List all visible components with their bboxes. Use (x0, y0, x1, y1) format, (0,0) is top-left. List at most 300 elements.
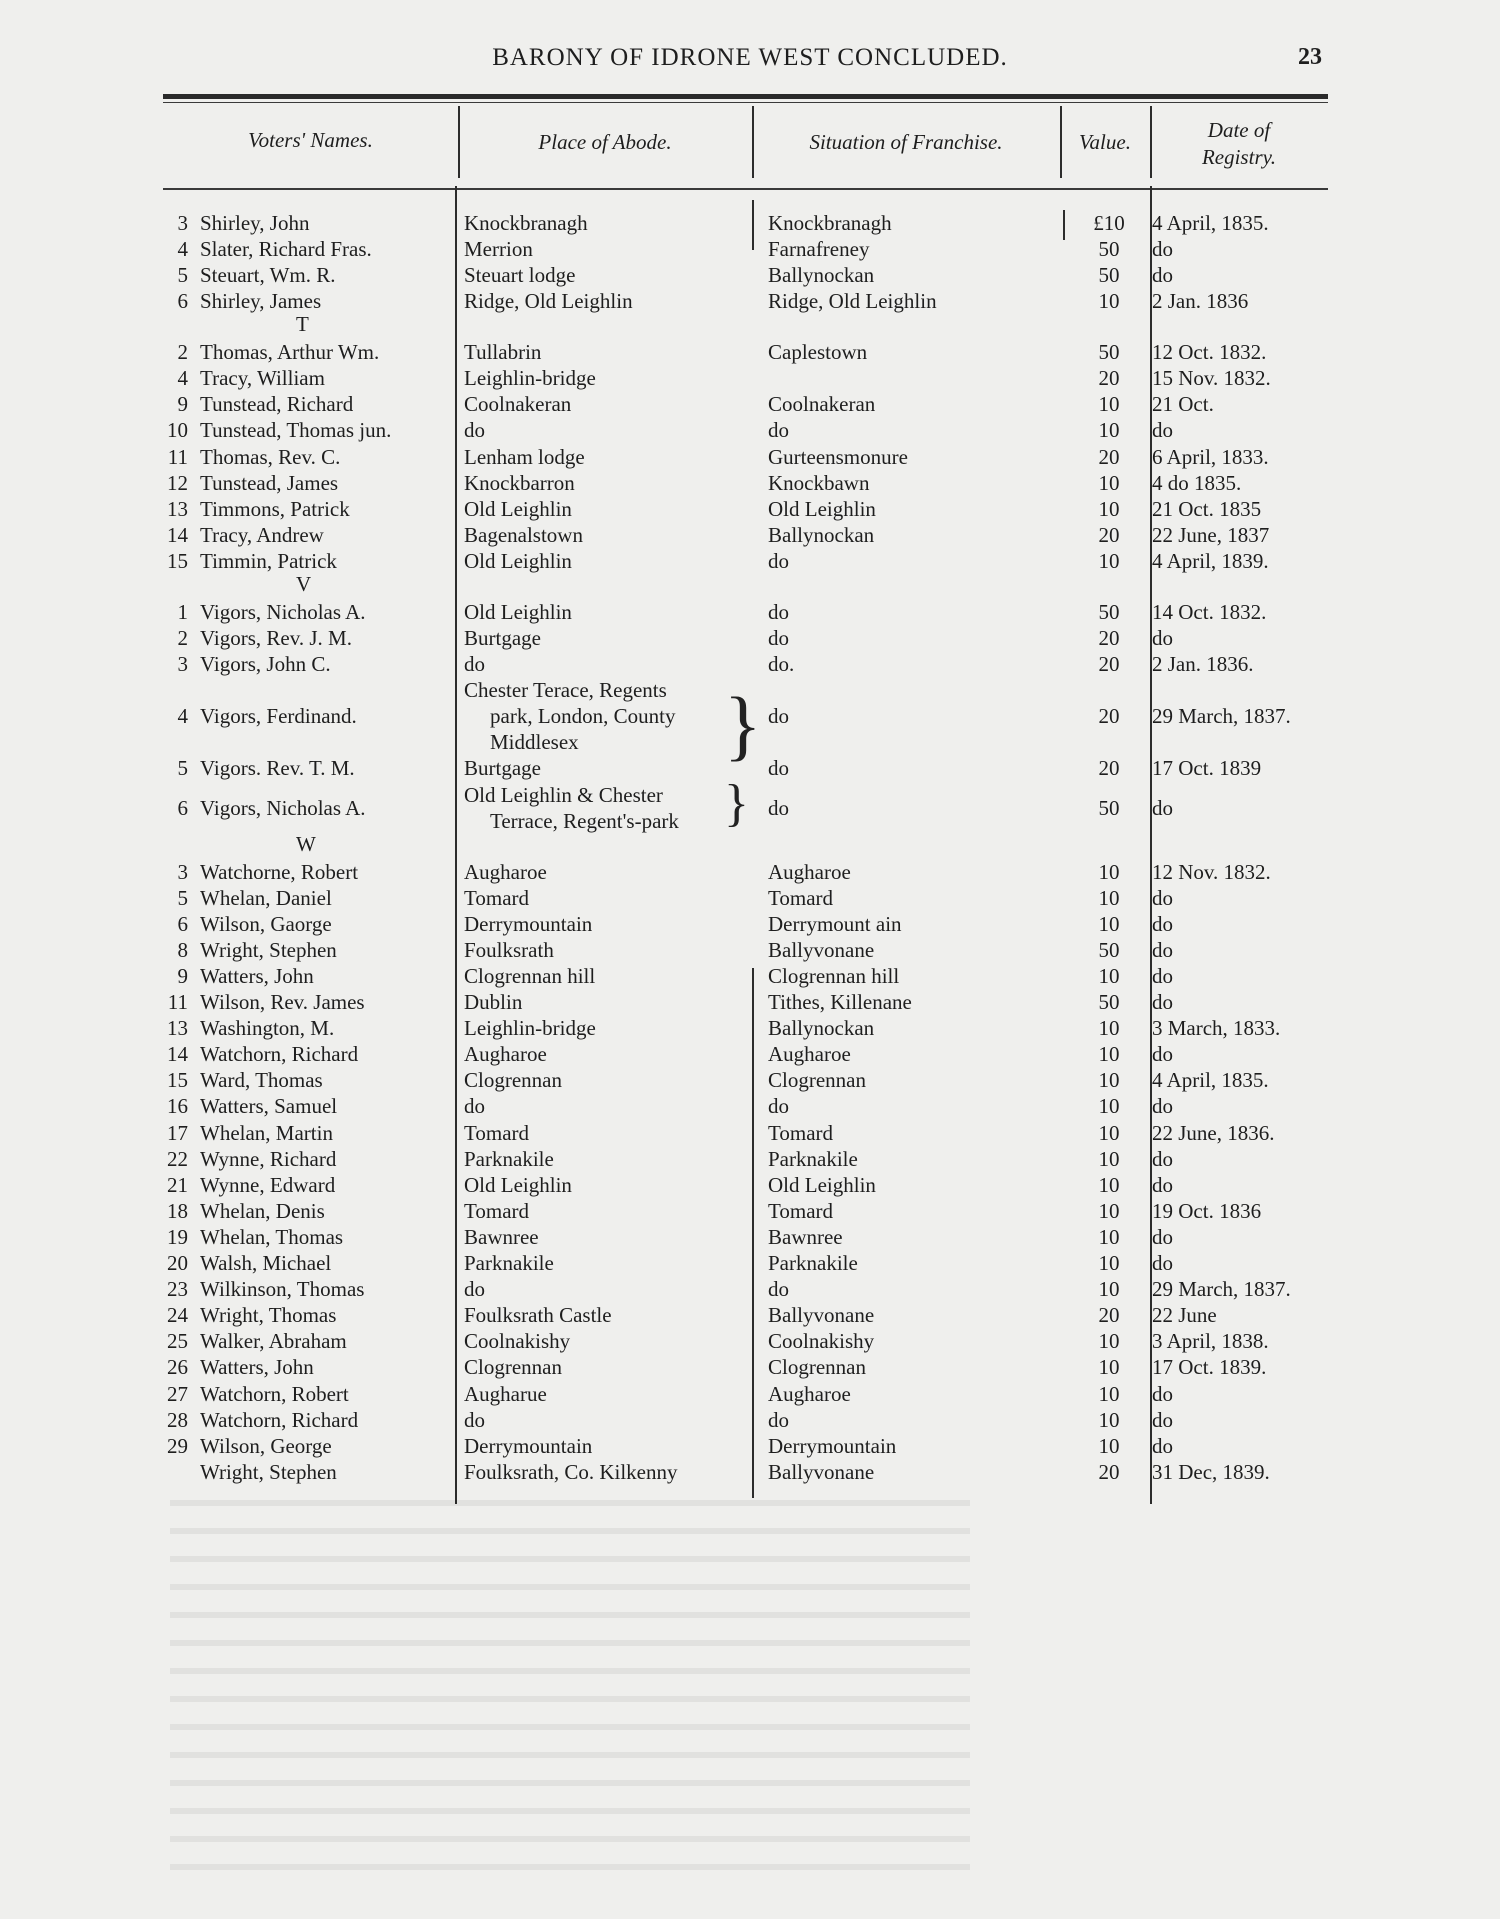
registry-date: 2 Jan. 1836. (1152, 652, 1254, 677)
franchise-situation: Tithes, Killenane (768, 990, 912, 1015)
table-row (0, 391, 1500, 417)
registry-date: do (1152, 1172, 1173, 1197)
registry-date: 19 Oct. 1836 (1152, 1198, 1262, 1223)
franchise-value: 10 (1098, 392, 1120, 417)
voter-name: Walsh, Michael (200, 1251, 332, 1276)
franchise-value: 10 (1098, 418, 1120, 443)
table-row (0, 288, 1500, 314)
place-of-abode: do (464, 1277, 485, 1302)
header-date-of-registry (1150, 117, 1328, 171)
franchise-value: 10 (1098, 1146, 1120, 1171)
franchise-situation: do (768, 625, 789, 650)
place-of-abode: Merrion (464, 237, 533, 262)
franchise-situation: do. (768, 652, 795, 677)
registry-date: 12 Oct. 1832. (1152, 340, 1267, 365)
registry-date: 21 Oct. (1152, 392, 1214, 417)
voter-number: 14 (167, 1042, 188, 1067)
table-row (0, 1224, 1500, 1250)
voter-number: 15 (167, 548, 188, 573)
table-row (0, 210, 1500, 236)
registry-date: do (1152, 1433, 1173, 1458)
registry-date: do (1152, 1381, 1173, 1406)
place-of-abode: Clogrennan hill (464, 963, 596, 988)
table-row (0, 236, 1500, 262)
place-of-abode: Bawnree (464, 1224, 539, 1249)
registry-date: do (1152, 885, 1173, 910)
header-top-thin-rule (163, 102, 1328, 103)
registry-date: 15 Nov. 1832. (1152, 366, 1271, 391)
voter-name: Shirley, John (200, 211, 310, 235)
table-row (0, 365, 1500, 391)
franchise-value: 10 (1098, 1277, 1120, 1302)
table-row (0, 963, 1500, 989)
franchise-situation: Ballyvonane (768, 937, 875, 962)
franchise-situation: Ballyvonane (768, 1303, 875, 1328)
franchise-value: 10 (1098, 1381, 1120, 1406)
place-of-abode: Clogrennan (464, 1355, 562, 1380)
voter-name: Timmons, Patrick (200, 496, 350, 521)
franchise-value: 20 (1098, 1459, 1120, 1484)
registry-date: do (1152, 1094, 1173, 1119)
place-of-abode: Augharue (464, 1381, 547, 1406)
franchise-situation: Derrymount ain (768, 911, 902, 936)
franchise-value: 10 (1098, 1042, 1120, 1067)
voter-number: 12 (167, 470, 188, 495)
registry-date: 29 March, 1837. (1152, 1277, 1291, 1302)
voter-number: 8 (177, 937, 188, 962)
place-of-abode: Knockbranagh (464, 211, 588, 235)
place-of-abode: Tullabrin (464, 340, 542, 365)
table-row (0, 885, 1500, 911)
registry-date: do (1152, 795, 1173, 820)
table-row (0, 1381, 1500, 1407)
franchise-situation: Clogrennan hill (768, 963, 900, 988)
page-number: 23 (1298, 44, 1322, 70)
registry-date: 22 June, 1836. (1152, 1120, 1275, 1145)
place-of-abode-line: Terrace, Regent's-park (490, 808, 679, 833)
voter-number: 13 (167, 1016, 188, 1041)
voter-number: 14 (167, 522, 188, 547)
franchise-situation: Parknakile (768, 1146, 858, 1171)
registry-date: do (1152, 963, 1173, 988)
franchise-situation: Tomard (768, 885, 834, 910)
table-row (0, 1146, 1500, 1172)
voter-number: 21 (167, 1172, 188, 1197)
franchise-value: 10 (1098, 1433, 1120, 1458)
place-of-abode: Knockbarron (464, 470, 575, 495)
page-title: BARONY OF IDRONE WEST CONCLUDED. (492, 44, 1008, 71)
header-situation-of-franchise: Situation of Franchise. (809, 130, 1003, 154)
franchise-situation: Knockbranagh (768, 211, 892, 235)
registry-date: 14 Oct. 1832. (1152, 599, 1267, 624)
voter-number: 15 (167, 1068, 188, 1093)
voter-name: Vigors, Rev. J. M. (200, 625, 352, 650)
place-of-abode: Foulksrath, Co. Kilkenny (464, 1459, 678, 1484)
registry-date: 21 Oct. 1835 (1152, 496, 1262, 521)
place-of-abode: Old Leighlin (464, 599, 572, 624)
place-of-abode: Tomard (464, 1120, 530, 1145)
place-of-abode: Old Leighlin (464, 548, 572, 573)
voter-name: Vigors, John C. (200, 652, 331, 677)
registry-date: 4 do 1835. (1152, 470, 1242, 495)
voter-number: 16 (167, 1094, 188, 1119)
voter-number: 28 (167, 1407, 188, 1432)
franchise-situation: Clogrennan (768, 1068, 866, 1093)
voter-number: 10 (167, 418, 188, 443)
voter-name: Wilkinson, Thomas (200, 1277, 365, 1302)
place-of-abode: Coolnakeran (464, 392, 572, 417)
franchise-situation: Ballyvonane (768, 1459, 875, 1484)
franchise-situation: Coolnakeran (768, 392, 876, 417)
franchise-value: 10 (1098, 1172, 1120, 1197)
voter-number: 25 (167, 1329, 188, 1354)
franchise-situation: do (768, 548, 789, 573)
franchise-value: 10 (1098, 496, 1120, 521)
table-row (0, 1172, 1500, 1198)
franchise-value: 20 (1098, 444, 1120, 469)
voter-number: 11 (167, 444, 188, 469)
voter-name: Washington, M. (200, 1016, 335, 1041)
registry-date: 29 March, 1837. (1152, 704, 1291, 729)
table-row (0, 1302, 1500, 1328)
table-row (0, 1093, 1500, 1119)
franchise-situation: Coolnakishy (768, 1329, 875, 1354)
place-of-abode: Old Leighlin (464, 496, 572, 521)
registry-date: 22 June (1152, 1303, 1217, 1328)
table-row (0, 548, 1500, 574)
registry-date: 12 Nov. 1832. (1152, 859, 1271, 884)
place-of-abode: Coolnakishy (464, 1329, 571, 1354)
place-of-abode: Clogrennan (464, 1068, 562, 1093)
franchise-situation: Old Leighlin (768, 496, 876, 521)
voter-name: Wright, Stephen (200, 937, 337, 962)
registry-date: do (1152, 1146, 1173, 1171)
place-of-abode: Parknakile (464, 1251, 554, 1276)
registry-date: do (1152, 937, 1173, 962)
franchise-situation: Ballynockan (768, 522, 875, 547)
table-row (0, 1276, 1500, 1302)
place-of-abode: Derrymountain (464, 1433, 593, 1458)
voter-name: Whelan, Thomas (200, 1224, 344, 1249)
voter-number: 6 (177, 289, 188, 314)
franchise-situation: do (768, 1277, 789, 1302)
franchise-value: 10 (1098, 470, 1120, 495)
registry-date: do (1152, 911, 1173, 936)
registry-date: 17 Oct. 1839 (1152, 756, 1262, 781)
franchise-situation: Bawnree (768, 1224, 843, 1249)
franchise-situation: Gurteensmonure (768, 444, 908, 469)
franchise-situation: Augharoe (768, 859, 851, 884)
table-row (0, 1198, 1500, 1224)
voter-name: Wilson, Gaorge (200, 911, 332, 936)
franchise-situation: do (768, 756, 789, 781)
voter-number: 27 (167, 1381, 188, 1406)
header-value: Value. (1079, 130, 1131, 154)
franchise-situation: do (768, 599, 789, 624)
franchise-value: 10 (1098, 1094, 1120, 1119)
place-of-abode: Augharoe (464, 1042, 547, 1067)
place-of-abode: Lenham lodge (464, 444, 585, 469)
voter-name: Wynne, Edward (200, 1172, 336, 1197)
bleed-through-text (170, 1500, 970, 1880)
voter-name: Slater, Richard Fras. (200, 237, 372, 262)
franchise-value: 50 (1098, 237, 1120, 262)
franchise-situation: Ridge, Old Leighlin (768, 289, 937, 314)
voter-name: Steuart, Wm. R. (200, 263, 336, 288)
table-row (0, 1459, 1500, 1485)
voter-name: Ward, Thomas (200, 1068, 323, 1093)
voter-number: 4 (177, 237, 188, 262)
table-row (0, 1120, 1500, 1146)
table-row (0, 444, 1500, 470)
voter-name: Wright, Thomas (200, 1303, 337, 1328)
franchise-situation: do (768, 704, 789, 729)
table-row (0, 1041, 1500, 1067)
place-of-abode: Leighlin-bridge (464, 1016, 596, 1041)
table-row (0, 496, 1500, 522)
place-of-abode: Parknakile (464, 1146, 554, 1171)
franchise-value: 10 (1098, 1120, 1120, 1145)
franchise-value: 10 (1098, 1224, 1120, 1249)
franchise-situation: Caplestown (768, 340, 868, 365)
franchise-value: 20 (1098, 522, 1120, 547)
table-row (0, 470, 1500, 496)
voter-name: Shirley, James (200, 289, 322, 314)
voter-name: Timmin, Patrick (200, 548, 337, 573)
place-of-abode: Tomard (464, 885, 530, 910)
voter-name: Whelan, Martin (200, 1120, 333, 1145)
franchise-value: 50 (1098, 263, 1120, 288)
voter-number: 2 (177, 340, 188, 365)
registry-date: 4 April, 1835. (1152, 211, 1269, 235)
place-of-abode: Tomard (464, 1198, 530, 1223)
franchise-value: 10 (1098, 1251, 1120, 1276)
table-row (0, 755, 1500, 781)
table-row (0, 1328, 1500, 1354)
voter-number: 26 (167, 1355, 188, 1380)
table-row (0, 795, 1500, 821)
voter-name: Thomas, Rev. C. (200, 444, 341, 469)
voter-name: Walker, Abraham (200, 1329, 347, 1354)
franchise-value: 20 (1098, 756, 1120, 781)
voter-name: Tunstead, Richard (200, 392, 354, 417)
franchise-value: 50 (1098, 795, 1120, 820)
voter-number: 22 (167, 1146, 188, 1171)
place-of-abode-line: park, London, County (490, 704, 676, 729)
franchise-value: 50 (1098, 340, 1120, 365)
franchise-situation: do (768, 1407, 789, 1432)
place-of-abode: Foulksrath Castle (464, 1303, 612, 1328)
place-of-abode: do (464, 1407, 485, 1432)
voter-name: Watters, John (200, 1355, 314, 1380)
place-of-abode: Burtgage (464, 625, 541, 650)
voter-name: Watchorn, Richard (200, 1407, 359, 1432)
voter-name: Whelan, Daniel (200, 885, 332, 910)
registry-date: do (1152, 1042, 1173, 1067)
registry-date: do (1152, 990, 1173, 1015)
place-of-abode: do (464, 418, 485, 443)
registry-date: 6 April, 1833. (1152, 444, 1269, 469)
franchise-value: 10 (1098, 911, 1120, 936)
registry-date: do (1152, 1407, 1173, 1432)
place-of-abode-line: Chester Terace, Regents (464, 678, 667, 703)
franchise-situation: do (768, 418, 789, 443)
franchise-situation: Parknakile (768, 1251, 858, 1276)
table-row (0, 625, 1500, 651)
franchise-value: 20 (1098, 625, 1120, 650)
franchise-situation: Augharoe (768, 1042, 851, 1067)
table-row (0, 937, 1500, 963)
place-of-abode: Augharoe (464, 859, 547, 884)
franchise-value: 20 (1098, 704, 1120, 729)
header-date-line2: Registry. (1201, 145, 1277, 169)
place-of-abode: Foulksrath (464, 937, 554, 962)
voter-name: Watchorne, Robert (200, 859, 359, 884)
table-row (0, 1015, 1500, 1041)
table-row (0, 651, 1500, 677)
voter-name: Tunstead, Thomas jun. (200, 418, 392, 443)
voter-name: Tracy, Andrew (200, 522, 324, 547)
table-row (0, 1067, 1500, 1093)
voter-name: Vigors, Nicholas A. (200, 599, 366, 624)
voter-name: Watters, John (200, 963, 314, 988)
franchise-value: £10 (1093, 211, 1125, 235)
place-of-abode: Bagenalstown (464, 522, 583, 547)
table-row (0, 1250, 1500, 1276)
voter-number: 20 (167, 1251, 188, 1276)
table-row (0, 1407, 1500, 1433)
voter-number: 18 (167, 1198, 188, 1223)
franchise-value: 10 (1098, 1016, 1120, 1041)
table-row (0, 989, 1500, 1015)
voter-number: 13 (167, 496, 188, 521)
franchise-value: 10 (1098, 1068, 1120, 1093)
table-row (0, 911, 1500, 937)
registry-date: 4 April, 1839. (1152, 548, 1269, 573)
registry-date: do (1152, 625, 1173, 650)
voter-number: 5 (177, 885, 188, 910)
registry-date: 2 Jan. 1836 (1152, 289, 1249, 314)
voter-number: 9 (177, 963, 188, 988)
voter-name: Wright, Stephen (200, 1459, 337, 1484)
registry-date: do (1152, 1251, 1173, 1276)
voter-number: 3 (177, 211, 188, 235)
franchise-situation: Farnafreney (768, 237, 870, 262)
voter-number: 6 (177, 795, 188, 820)
voter-number: 4 (177, 366, 188, 391)
voter-name: Tunstead, James (200, 470, 339, 495)
franchise-value: 10 (1098, 548, 1120, 573)
franchise-situation: Derrymountain (768, 1433, 897, 1458)
voter-name: Vigors. Rev. T. M. (200, 756, 355, 781)
voter-name: Watters, Samuel (200, 1094, 338, 1119)
table-row (0, 522, 1500, 548)
voter-name: Tracy, William (200, 366, 325, 391)
registry-date: 31 Dec, 1839. (1152, 1459, 1270, 1484)
voter-number: 2 (177, 625, 188, 650)
franchise-situation: do (768, 1094, 789, 1119)
voter-name: Vigors, Nicholas A. (200, 795, 366, 820)
voter-number: 3 (177, 859, 188, 884)
header-top-rule (163, 94, 1328, 99)
voter-number: 6 (177, 911, 188, 936)
table-row (0, 599, 1500, 625)
franchise-situation: Tomard (768, 1120, 834, 1145)
section-letter: V (296, 572, 312, 597)
franchise-value: 10 (1098, 289, 1120, 314)
table-row (0, 859, 1500, 885)
voter-number: 5 (177, 263, 188, 288)
table-row (0, 1354, 1500, 1380)
header-date-line1: Date of (1207, 118, 1271, 142)
registry-date: 22 June, 1837 (1152, 522, 1270, 547)
registry-date: do (1152, 237, 1173, 262)
voter-number: 19 (167, 1224, 188, 1249)
voter-name: Whelan, Denis (200, 1198, 325, 1223)
table-row (0, 1433, 1500, 1459)
voter-number: 17 (167, 1120, 188, 1145)
header-place-of-abode: Place of Abode. (538, 130, 672, 154)
section-letter: W (296, 831, 316, 856)
voter-number: 23 (167, 1277, 188, 1302)
franchise-value: 10 (1098, 859, 1120, 884)
franchise-value: 50 (1098, 990, 1120, 1015)
place-of-abode: Dublin (464, 990, 523, 1015)
franchise-value: 20 (1098, 652, 1120, 677)
registry-date: do (1152, 263, 1173, 288)
brace-mark: } (724, 774, 749, 832)
voter-number: 1 (177, 599, 188, 624)
registry-date: 4 April, 1835. (1152, 1068, 1269, 1093)
place-of-abode: Burtgage (464, 756, 541, 781)
place-of-abode-line: Old Leighlin & Chester (464, 782, 663, 807)
franchise-value: 10 (1098, 1329, 1120, 1354)
voter-number: 4 (177, 704, 188, 729)
registry-date: 3 March, 1833. (1152, 1016, 1281, 1041)
franchise-situation: Ballynockan (768, 263, 875, 288)
place-of-abode-line: Middlesex (490, 730, 579, 755)
franchise-situation: Knockbawn (768, 470, 870, 495)
voter-name: Watchorn, Richard (200, 1042, 359, 1067)
header-voters-names: Voters' Names. (248, 128, 373, 152)
place-of-abode: do (464, 652, 485, 677)
section-letter: T (296, 312, 309, 337)
brace-mark: } (724, 681, 762, 769)
franchise-value: 50 (1098, 599, 1120, 624)
place-of-abode: do (464, 1094, 485, 1119)
franchise-value: 10 (1098, 885, 1120, 910)
voter-number: 3 (177, 652, 188, 677)
franchise-situation: Clogrennan (768, 1355, 866, 1380)
table-row (0, 262, 1500, 288)
franchise-value: 10 (1098, 963, 1120, 988)
voter-name: Watchorn, Robert (200, 1381, 349, 1406)
franchise-value: 10 (1098, 1198, 1120, 1223)
franchise-value: 10 (1098, 1407, 1120, 1432)
franchise-situation: Old Leighlin (768, 1172, 876, 1197)
franchise-situation: Augharoe (768, 1381, 851, 1406)
table-row (0, 339, 1500, 365)
voter-name: Vigors, Ferdinand. (200, 704, 357, 729)
header-bottom-rule (163, 188, 1328, 190)
voter-number: 24 (167, 1303, 188, 1328)
voter-number: 5 (177, 756, 188, 781)
voter-name: Wilson, George (200, 1433, 332, 1458)
voter-name: Thomas, Arthur Wm. (200, 340, 380, 365)
franchise-value: 50 (1098, 937, 1120, 962)
franchise-value: 20 (1098, 1303, 1120, 1328)
place-of-abode: Steuart lodge (464, 263, 576, 288)
